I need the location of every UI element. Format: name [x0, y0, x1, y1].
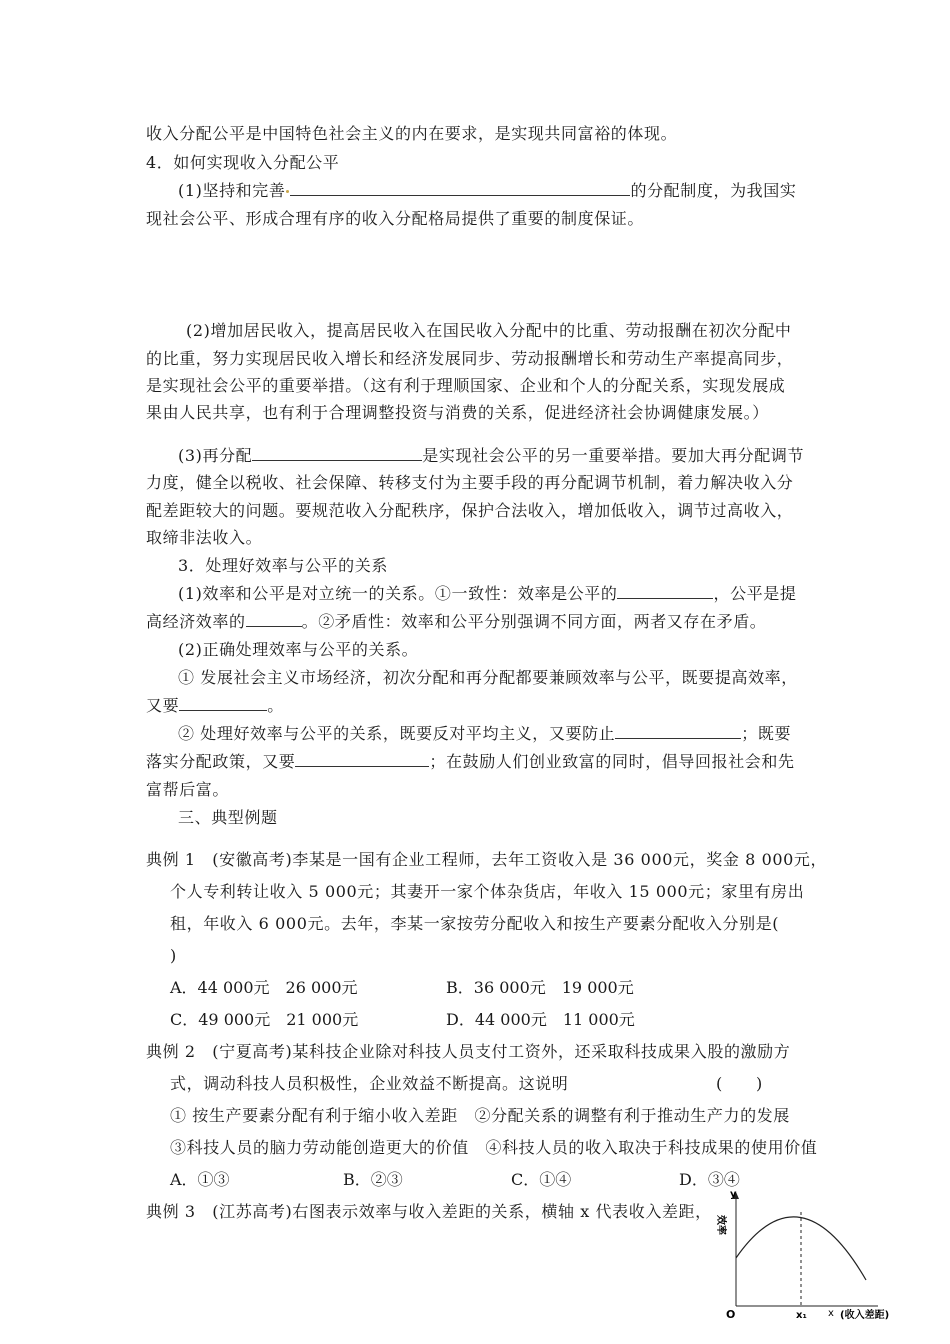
item-1-line-2: 现社会公平、形成合理有序的收入分配格局提供了重要的制度保证。 [146, 209, 645, 228]
x-axis-letter: x [828, 1308, 834, 1319]
relation-2-1-text-c: 。 [267, 696, 284, 715]
example-2-line-1: 典例 2 (宁夏高考)某科技企业除对科技人员支付工资外，还采取科技成果入股的激励方 [146, 1042, 791, 1061]
item-2-line-2: 的比重，努力实现居民收入增长和经济发展同步、劳动报酬增长和劳动生产率提高同步， [146, 349, 794, 368]
relation-2-2-text-b: ；既要 [741, 724, 792, 743]
fill-blank[interactable] [615, 724, 741, 739]
item-3-line-2: 力度，健全以税收、社会保障、转移支付为主要手段的再分配调节机制，着力解决收入分 [146, 473, 794, 492]
intro-paragraph: 收入分配公平是中国特色社会主义的内在要求，是实现共同富裕的体现。 [146, 124, 678, 143]
relation-2-2-text-c: 落实分配政策，又要 [146, 752, 296, 771]
x-axis-label: (收入差距) [840, 1310, 890, 1321]
item-3-line-4: 取缔非法收入。 [146, 528, 263, 547]
relation-1-text-b: ，公平是提 [713, 584, 797, 603]
item-2-line-1: (2)增加居民收入，提高居民收入在国民收入分配中的比重、劳动报酬在初次分配中 [186, 321, 792, 340]
origin-label: O [726, 1308, 736, 1321]
relation-1-text-c: 高经济效率的 [146, 612, 246, 631]
item-1-line-1 [178, 181, 796, 201]
relation-2-2-line-1 [178, 724, 791, 744]
yellow-dot [286, 190, 289, 193]
relation-2-2-line-2 [146, 752, 795, 772]
example-1-line-2: 个人专利转让收入 5 000元；其妻开一家个体杂货店，年收入 15 000元；家里有房出 [170, 882, 805, 901]
item-3-line-1 [178, 446, 804, 466]
example-2-line-2: 式，调动科技人员积极性，企业效益不断提高。这说明 [170, 1074, 569, 1093]
efficiency-income-gap-graph [715, 1188, 910, 1322]
section-heading-4: 4．如何实现收入分配公平 [146, 153, 340, 172]
example-2-option-d[interactable]: D．③④ [679, 1170, 740, 1189]
fill-blank[interactable] [252, 446, 422, 461]
fill-blank[interactable] [246, 612, 302, 627]
example-2-answer-paren: ( ) [716, 1074, 763, 1093]
item-3-text-b: 是实现社会公平的另一重要举措。要加大再分配调节 [422, 446, 805, 465]
example-2-statements-1: ① 按生产要素分配有利于缩小收入差距 ②分配关系的调整有利于推动生产力的发展 [170, 1106, 790, 1125]
relation-2-2-text-d: ；在鼓励人们创业致富的同时，倡导回报社会和先 [429, 752, 795, 771]
example-1-line-4: ) [170, 946, 177, 965]
relation-2-1-line-1: ① 发展社会主义市场经济，初次分配和再分配都要兼顾效率与公平，既要提高效率， [178, 668, 798, 687]
x1-label: x₁ [796, 1310, 807, 1321]
item-1-text-a: (1)坚持和完善 [178, 181, 286, 200]
y-axis-label: 效率 [715, 1215, 726, 1235]
y-axis-letter: y [730, 1189, 737, 1200]
relation-2-heading: (2)正确处理效率与公平的关系。 [178, 640, 419, 659]
section-heading-3: 3．处理好效率与公平的关系 [178, 556, 388, 575]
item-1-text-b: 的分配制度，为我国实 [630, 181, 797, 200]
relation-1-line-2 [146, 612, 766, 632]
example-2-option-c[interactable]: C．①④ [511, 1170, 572, 1189]
example-1-option-a[interactable]: A．44 000元 26 000元 [170, 978, 358, 997]
example-1-option-c[interactable]: C．49 000元 21 000元 [170, 1010, 359, 1029]
item-3-text-a: (3)再分配 [178, 446, 253, 465]
example-1-option-d[interactable]: D．44 000元 11 000元 [446, 1010, 635, 1029]
example-2-statements-2: ③科技人员的脑力劳动能创造更大的价值 ④科技人员的收入取决于科技成果的使用价值 [170, 1138, 818, 1157]
fill-blank[interactable] [179, 696, 267, 711]
fill-blank[interactable] [295, 752, 429, 767]
example-1-option-b[interactable]: B．36 000元 19 000元 [446, 978, 634, 997]
example-1-line-1: 典例 1 (安徽高考)李某是一国有企业工程师，去年工资收入是 36 000元，奖金 8 000元， [146, 850, 828, 869]
example-3-line-1: 典例 3 (江苏高考)右图表示效率与收入差距的关系，横轴 x 代表收入差距， [146, 1202, 712, 1221]
fill-blank[interactable] [617, 584, 713, 599]
relation-1-text-a: (1)效率和公平是对立统一的关系。①一致性：效率是公平的 [178, 584, 618, 603]
relation-1-text-d: 。②矛盾性：效率和公平分别强调不同方面，两者又存在矛盾。 [301, 612, 767, 631]
relation-2-1-text-b: 又要 [146, 696, 180, 715]
relation-2-2-line-3: 富帮后富。 [146, 780, 230, 799]
relation-2-1-line-2 [146, 696, 284, 716]
relation-1-line-1 [178, 584, 796, 604]
example-2-option-a[interactable]: A．①③ [170, 1170, 230, 1189]
example-1-line-3: 租，年收入 6 000元。去年，李某一家按劳分配收入和按生产要素分配收入分别是( [170, 914, 780, 933]
example-2-option-b[interactable]: B．②③ [343, 1170, 403, 1189]
item-2-line-4: 果由人民共享，也有利于合理调整投资与消费的关系，促进经济社会协调健康发展。） [146, 403, 769, 422]
section-heading-examples: 三、典型例题 [178, 808, 278, 827]
item-3-line-3: 配差距较大的问题。要规范收入分配秩序，保护合法收入，增加低收入，调节过高收入， [146, 501, 794, 520]
relation-2-2-text-a: ② 处理好效率与公平的关系，既要反对平均主义，又要防止 [178, 724, 616, 743]
item-2-line-3: 是实现社会公平的重要举措。（这有利于理顺国家、企业和个人的分配关系，实现发展成 [146, 376, 786, 395]
fill-blank[interactable] [290, 181, 630, 196]
